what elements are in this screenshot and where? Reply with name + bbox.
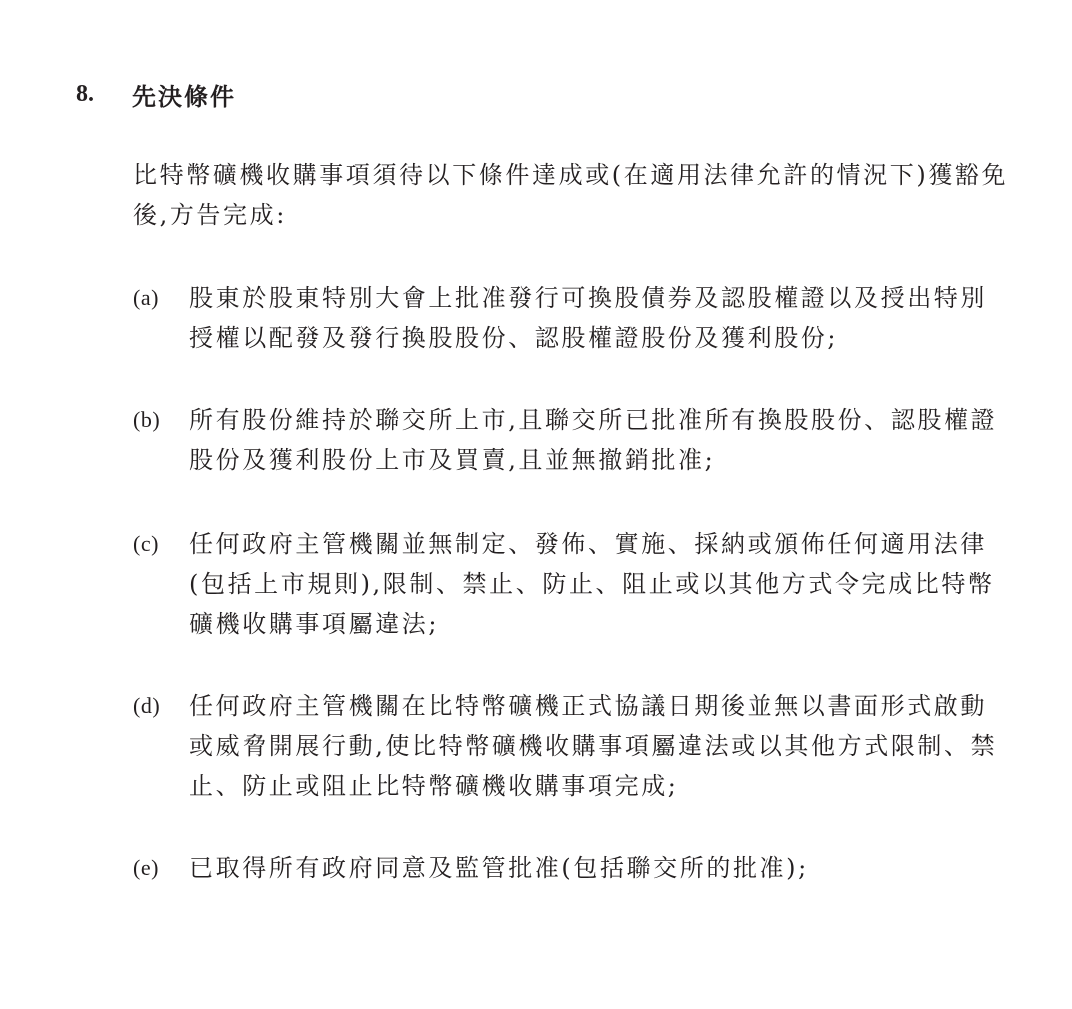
section-heading bbox=[76, 76, 236, 112]
intro-paragraph: 比特幣礦機收購事項須待以下條件達成或(在適用法律允許的情況下)獲豁免後,方告完成: bbox=[133, 161, 1009, 229]
condition-text: 股東於股東特別大會上批准發行可換股債券及認股權證以及授出特別授權以配發及發行換股股份、認股權證股份及獲利股份; bbox=[189, 284, 987, 352]
condition-label: (e) bbox=[133, 855, 159, 880]
condition-item-e bbox=[133, 848, 1013, 888]
condition-item-a bbox=[133, 278, 1013, 358]
condition-text: 已取得所有政府同意及監管批准(包括聯交所的批准); bbox=[189, 854, 809, 882]
condition-item-d bbox=[133, 686, 1013, 806]
condition-label: (b) bbox=[133, 407, 161, 432]
condition-item-c bbox=[133, 524, 1013, 644]
condition-label: (d) bbox=[133, 693, 161, 718]
condition-text: 任何政府主管機關並無制定、發佈、實施、採納或頒佈任何適用法律(包括上市規則),限制、禁止、防止、阻止或以其他方式令完成比特幣礦機收購事項屬違法; bbox=[189, 530, 995, 638]
condition-text: 任何政府主管機關在比特幣礦機正式協議日期後並無以書面形式啟動或威脅開展行動,使比特幣礦機收購事項屬違法或以其他方式限制、禁止、防止或阻止比特幣礦機收購事項完成; bbox=[189, 692, 998, 800]
condition-item-b bbox=[133, 400, 1013, 480]
section-number: 8. bbox=[76, 80, 94, 107]
section-title: 先決條件 bbox=[132, 82, 236, 111]
condition-label: (a) bbox=[133, 285, 159, 310]
condition-text: 所有股份維持於聯交所上市,且聯交所已批准所有換股股份、認股權證股份及獲利股份上市及買賣,且並無撤銷批准; bbox=[189, 406, 998, 474]
condition-label: (c) bbox=[133, 531, 159, 556]
